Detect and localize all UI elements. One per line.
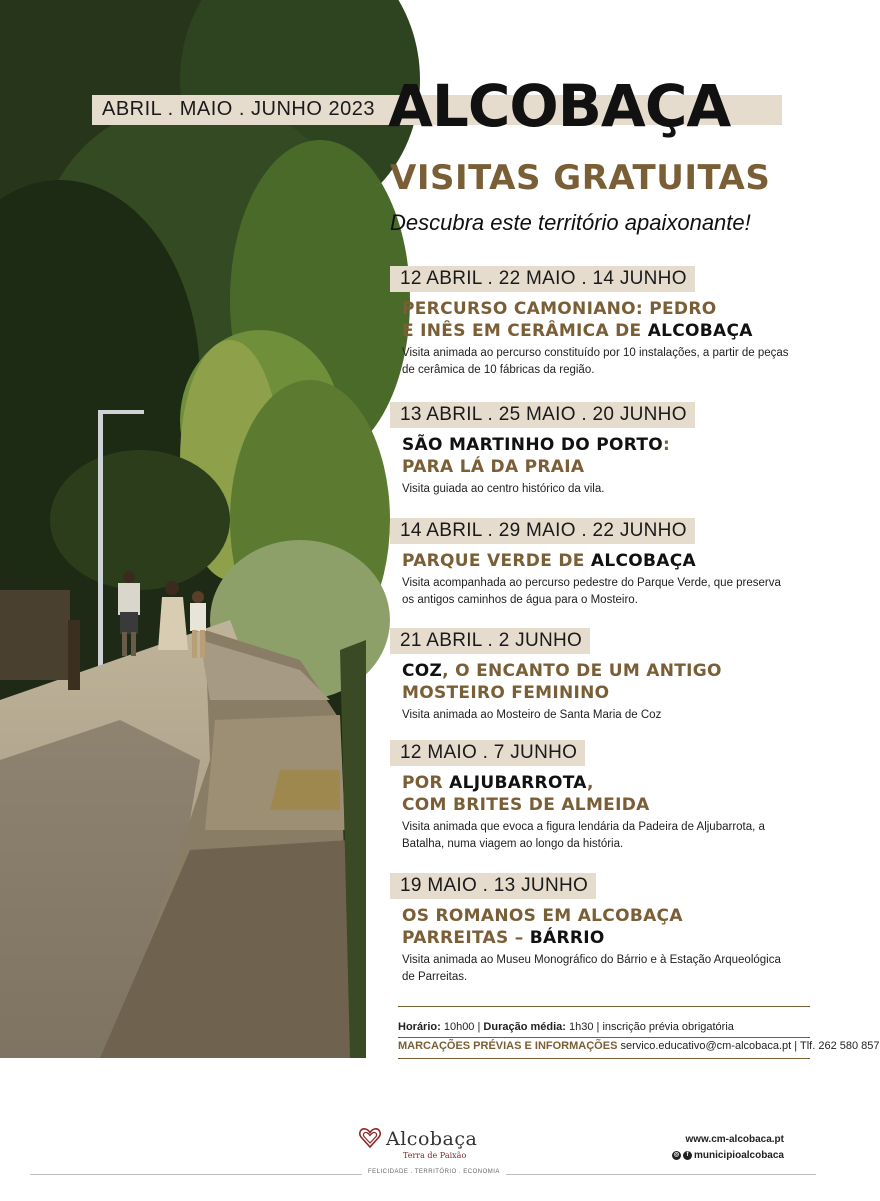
event-date: 21 ABRIL . 2 JUNHO (390, 628, 590, 654)
event-title-line: POR (402, 773, 450, 793)
schedule-info: Horário: 10h00 | Duração média: 1h30 | inscrição prévia obrigatória (398, 1021, 734, 1033)
event-title (402, 434, 810, 478)
event-title-highlight: ALCOBAÇA (590, 551, 696, 571)
event-description: Visita animada que evoca a figura lendária da Padeira de Aljubarrota, a Batalha, numa viagem ao longo da história. (402, 821, 765, 850)
event-title-line: COM BRITES DE ALMEIDA (402, 795, 650, 815)
event-title-highlight: ALJUBARROTA (449, 773, 588, 793)
hours-value: 10h00 (440, 1021, 478, 1033)
contact-phone: Tlf. 262 580 857 (797, 1040, 880, 1052)
event-aljubarrota (390, 740, 810, 853)
event-coz (390, 628, 810, 724)
website-link[interactable]: www.cm-alcobaca.pt (685, 1134, 784, 1145)
duration-label: Duração média: (480, 1021, 566, 1033)
duration-value: 1h30 (565, 1021, 597, 1033)
divider (398, 1058, 810, 1059)
event-title-line: , O ENCANTO DE UM ANTIGO (442, 661, 722, 681)
social-handle[interactable] (672, 1150, 784, 1161)
event-date: 19 MAIO . 13 JUNHO (390, 873, 596, 899)
subtitle: VISITAS GRATUITAS (390, 158, 771, 198)
logo-subtitle: Terra de Paixão (403, 1151, 467, 1160)
event-title-line: MOSTEIRO FEMININO (402, 683, 610, 703)
divider (398, 1037, 810, 1038)
event-title-line: PARA LÁ DA PRAIA (402, 457, 585, 477)
event-title (402, 550, 810, 572)
event-description: Visita animada ao Museu Monográfico do Bárrio e à Estação Arqueológica de Parreitas. (402, 954, 781, 983)
event-title (402, 772, 810, 816)
registration-note: inscrição prévia obrigatória (599, 1021, 734, 1033)
footer-tagline: FELICIDADE . TERRITÓRIO . ECONOMIA (362, 1169, 506, 1175)
divider (398, 1006, 810, 1007)
town-title: ALCOBAÇA (388, 72, 731, 140)
facebook-icon: f (683, 1151, 692, 1160)
heart-logo-icon (358, 1126, 382, 1154)
hours-label: Horário: (398, 1021, 441, 1033)
event-title (402, 660, 810, 704)
event-title-line: PARQUE VERDE DE (402, 551, 591, 571)
social-handle-text: municipioalcobaca (693, 1150, 784, 1161)
event-title-line: OS ROMANOS EM ALCOBAÇA (402, 906, 683, 926)
event-title-highlight: SÃO MARTINHO DO PORTO (402, 435, 663, 455)
event-title (402, 298, 810, 342)
logo-wordmark: Alcobaça (386, 1128, 478, 1150)
event-title-line: PERCURSO CAMONIANO: PEDRO (402, 299, 717, 319)
event-description: Visita acompanhada ao percurso pedestre do Parque Verde, que preserva os antigos caminhos de água para o Mosteiro. (402, 577, 781, 606)
event-date: 14 ABRIL . 29 MAIO . 22 JUNHO (390, 518, 695, 544)
event-title-highlight: BÁRRIO (529, 928, 605, 948)
event-sao-martinho (390, 402, 810, 498)
bookings-label: MARCAÇÕES PRÉVIAS E INFORMAÇÕES (398, 1040, 618, 1052)
event-date: 12 MAIO . 7 JUNHO (390, 740, 585, 766)
event-title-line: E INÊS EM CERÂMICA DE (402, 321, 648, 341)
event-description: Visita guiada ao centro histórico da vila. (402, 483, 605, 495)
event-title-highlight: COZ (402, 661, 443, 681)
event-title-line: PARREITAS – (402, 928, 530, 948)
event-parque-verde (390, 518, 810, 609)
park-photo (0, 0, 366, 1058)
contact-info: MARCAÇÕES PRÉVIAS E INFORMAÇÕES servico.educativo@cm-alcobaca.pt | Tlf. 262 580 857 (398, 1040, 880, 1052)
instagram-icon: ◎ (673, 1152, 680, 1158)
event-percurso-camoniano (390, 266, 810, 379)
event-title-highlight: ALCOBAÇA (647, 321, 753, 341)
event-date: 12 ABRIL . 22 MAIO . 14 JUNHO (390, 266, 695, 292)
tagline: Descubra este território apaixonante! (390, 210, 751, 235)
event-date: 13 ABRIL . 25 MAIO . 20 JUNHO (390, 402, 695, 428)
event-romanos (390, 873, 810, 986)
event-title-line: , (587, 773, 594, 793)
event-description: Visita animada ao percurso constituído por 10 instalações, a partir de peças de cerâmica de 10 fábricas da região. (402, 347, 789, 376)
event-title (402, 905, 810, 949)
event-title-line: : (662, 435, 671, 455)
contact-email[interactable]: servico.educativo@cm-alcobaca.pt (617, 1040, 795, 1052)
season-dates: ABRIL . MAIO . JUNHO 2023 (102, 98, 375, 120)
event-description: Visita animada ao Mosteiro de Santa Maria de Coz (402, 709, 662, 721)
